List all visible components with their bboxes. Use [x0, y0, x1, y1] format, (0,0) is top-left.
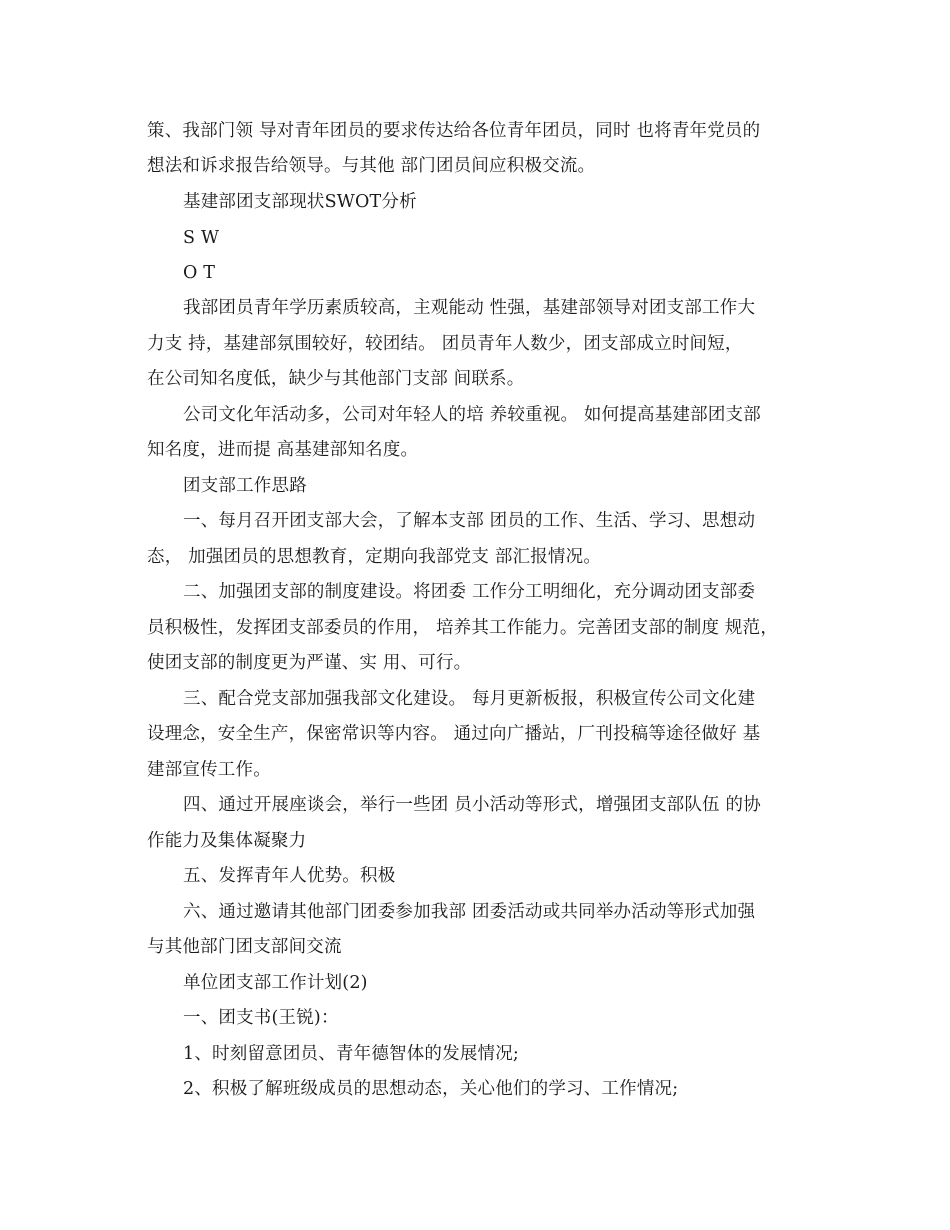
text-line: 六、通过邀请其他部门团委参加我部 团委活动或共同举办活动等形式加强 — [183, 902, 756, 922]
text-line: 态， 加强团员的思想教育，定期向我部党支 部汇报情况。 — [147, 547, 602, 567]
text-line: 我部团员青年学历素质较高，主观能动 性强，基建部领导对团支部工作大 — [183, 298, 756, 318]
text-line: 想法和诉求报告给领导。与其他 部门团员间应积极交流。 — [147, 156, 596, 176]
text-line: 与其他部门团支部间交流 — [147, 937, 342, 957]
text-line: 使团支部的制度更为严谨、实 用、可行。 — [147, 653, 472, 673]
text-line: 三、配合党支部加强我部文化建设。 每月更新板报，积极宣传公司文化建 — [183, 689, 756, 709]
text-line: 在公司知名度低，缺少与其他部门支部 间联系。 — [147, 369, 525, 389]
text-line: 一、每月召开团支部大会，了解本支部 团员的工作、生活、学习、思想动 — [183, 511, 756, 531]
text-line: 设理念，安全生产，保密常识等内容。 通过向广播站，厂刊投稿等途径做好 基 — [147, 724, 761, 744]
text-line: 策、我部门领 导对青年团员的要求传达给各位青年团员，同时 也将青年党员的 — [147, 121, 761, 141]
swot-label-row: O T — [183, 263, 216, 283]
section-heading: 团支部工作思路 — [183, 476, 307, 496]
text-line: 力支 持，基建部氛围较好，较团结。 团员青年人数少，团支部成立时间短， — [147, 334, 743, 354]
text-line: 作能力及集体凝聚力 — [147, 831, 307, 851]
list-item: 1、时刻留意团员、青年德智体的发展情况; — [183, 1044, 520, 1064]
text-line: 四、通过开展座谈会，举行一些团 员小活动等形式，增强团支部队伍 的协 — [183, 795, 761, 815]
text-line: 二、加强团支部的制度建设。将团委 工作分工明细化，充分调动团支部委 — [183, 582, 756, 602]
text-line: 五、发挥青年人优势。积极 — [183, 866, 396, 886]
text-line: 建部宣传工作。 — [147, 760, 271, 780]
section-heading: 基建部团支部现状SWOT分析 — [183, 192, 417, 212]
text-line: 员积极性，发挥团支部委员的作用， 培养其工作能力。完善团支部的制度 规范， — [147, 618, 779, 638]
text-line: 一、团支书(王锐)： — [183, 1008, 339, 1028]
swot-label-row: S W — [183, 228, 220, 248]
list-item: 2、积极了解班级成员的思想动态，关心他们的学习、工作情况; — [183, 1079, 679, 1099]
text-line: 公司文化年活动多，公司对年轻人的培 养较重视。 如何提高基建部团支部 — [183, 405, 761, 425]
section-heading: 单位团支部工作计划(2) — [183, 973, 368, 993]
text-line: 知名度，进而提 高基建部知名度。 — [147, 440, 419, 460]
